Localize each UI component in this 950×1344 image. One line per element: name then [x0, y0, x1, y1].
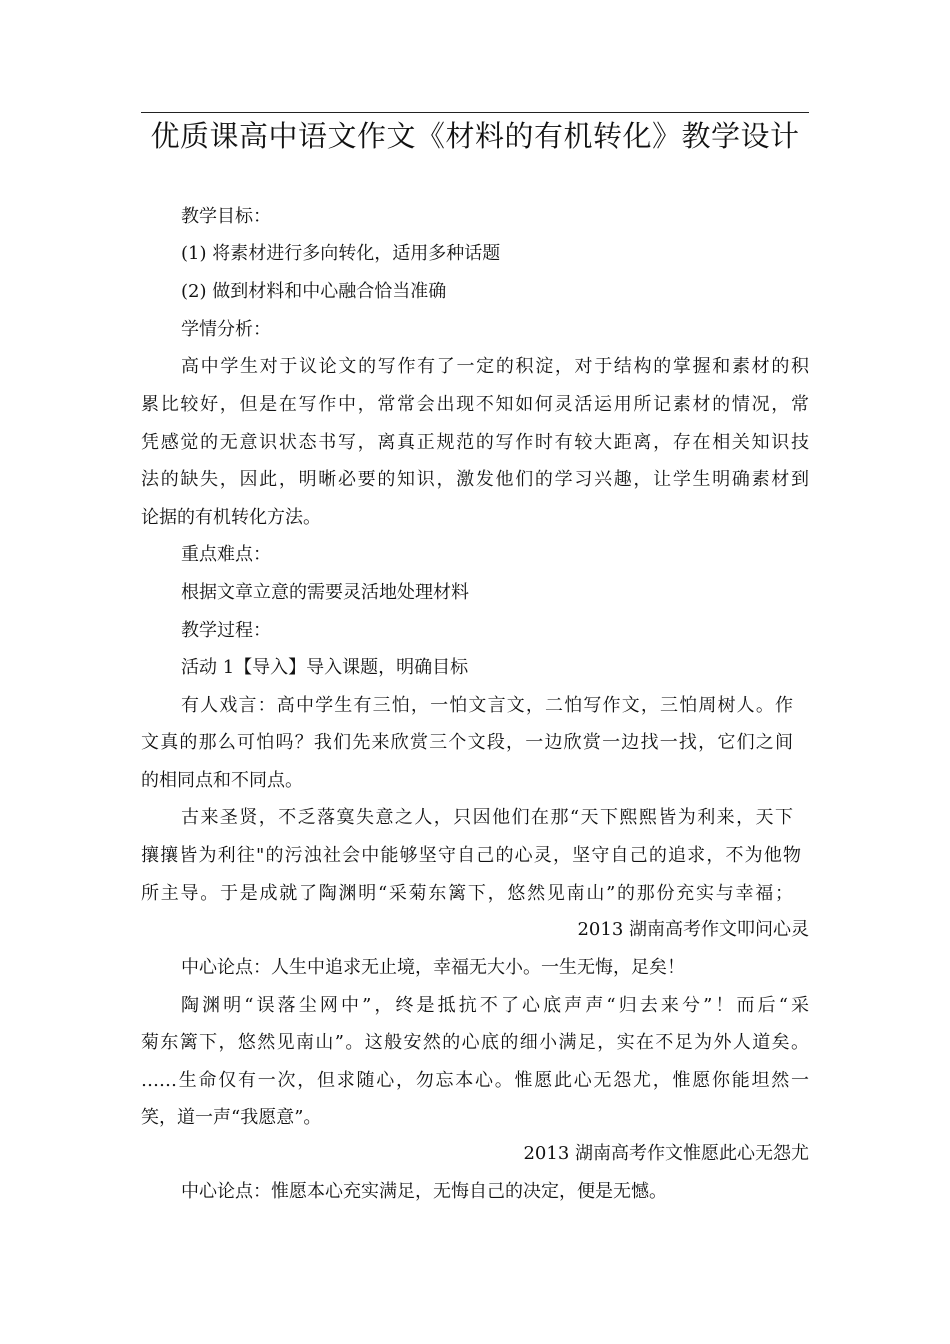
key-point-text: 根据文章立意的需要灵活地处理材料	[181, 582, 469, 603]
paragraph-line: 攘攘皆为利往"的污浊社会中能够坚守自己的心灵，坚守自己的追求，不为他物	[141, 845, 801, 866]
activity-heading: 活动 1【导入】导入课题，明确目标	[181, 657, 469, 678]
paragraph-line: 有人戏言：高中学生有三怕，一怕文言文，二怕写作文，三怕周树人。作	[181, 695, 793, 716]
central-argument-1: 中心论点：人生中追求无止境，幸福无大小。一生无悔，足矣！	[181, 957, 685, 978]
paragraph-line: 累比较好，但是在写作中，常常会出现不知如何灵活运用所记素材的情况，常	[141, 394, 809, 415]
title-rule	[141, 112, 809, 113]
goal-item-2: (2) 做到材料和中心融合恰当准确	[181, 281, 447, 302]
goal-item-1: (1) 将素材进行多向转化，适用多种话题	[181, 243, 501, 264]
page-title: 优质课高中语文作文《材料的有机转化》教学设计	[150, 119, 800, 153]
paragraph-line: 法的缺失，因此，明晰必要的知识，激发他们的学习兴趣，让学生明确素材到	[141, 469, 809, 490]
heading-teaching-process: 教学过程：	[181, 620, 271, 641]
paragraph-line: 笑，道一声“我愿意”。	[141, 1107, 322, 1128]
heading-teaching-goals: 教学目标：	[181, 206, 271, 227]
paragraph-line: 的相同点和不同点。	[141, 770, 303, 791]
paragraph-line: 高中学生对于议论文的写作有了一定的积淀，对于结构的掌握和素材的积	[181, 356, 809, 377]
heading-key-points: 重点难点：	[181, 544, 271, 565]
paragraph-line: ……生命仅有一次，但求随心，勿忘本心。惟愿此心无怨尤，惟愿你能坦然一	[141, 1070, 809, 1091]
paragraph-line: 所主导。于是成就了陶渊明“采菊东篱下，悠然见南山”的那份充实与幸福；	[141, 883, 793, 904]
paragraph-line: 文真的那么可怕吗？我们先来欣赏三个文段，一边欣赏一边找一找，它们之间	[141, 732, 793, 753]
paragraph-line: 论据的有机转化方法。	[141, 507, 321, 528]
central-argument-2: 中心论点：惟愿本心充实满足，无悔自己的决定，便是无憾。	[181, 1181, 667, 1202]
source-citation-2: 2013 湖南高考作文惟愿此心无怨尤	[523, 1143, 809, 1164]
heading-student-analysis: 学情分析：	[181, 319, 271, 340]
source-citation-1: 2013 湖南高考作文叩问心灵	[577, 919, 809, 940]
paragraph-line: 菊东篱下，悠然见南山”。这般安然的心底的细小满足，实在不足为外人道矣。	[141, 1032, 809, 1053]
paragraph-line: 凭感觉的无意识状态书写，离真正规范的写作时有较大距离，存在相关知识技	[141, 432, 809, 453]
paragraph-line: 陶渊明“误落尘网中”，终是抵抗不了心底声声“归去来兮”！而后“采	[181, 995, 809, 1016]
paragraph-line: 古来圣贤，不乏落寞失意之人，只因他们在那“天下熙熙皆为利来，天下	[181, 807, 793, 828]
